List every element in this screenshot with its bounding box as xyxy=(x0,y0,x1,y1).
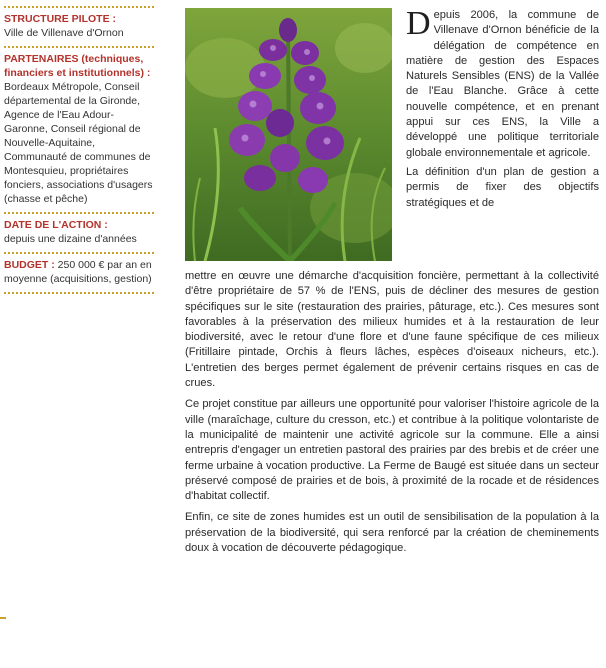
decorative-mark-icon xyxy=(0,617,6,619)
dotted-divider xyxy=(4,292,154,294)
orchid-photo xyxy=(185,8,392,261)
budget-section xyxy=(4,258,154,286)
date-value: depuis une dizaine d'années xyxy=(4,233,137,245)
pilot-value: Ville de Villenave d'Ornon xyxy=(4,27,124,39)
budget-value: 250 000 € par an en moyenne (acquisitions, gestion) xyxy=(4,259,152,285)
awareness-paragraph: Enfin, ce site de zones humides est un outil de sensibilisation de la population à la préservation de la biodiversité, qui sera renforcé par la création de cheminements doux à vocation de découverte pédagogique. xyxy=(185,511,599,555)
project-paragraph: Ce projet constitue par ailleurs une opportunité pour valoriser l'histoire agricole de la ville (maraîchage, culture du cresson, etc.) et contribue à la politique volontariste de la municipalité de maintenir une activité agricole sur la commune. Elle a ainsi entrepris d'engager un entretien pastoral des prairies par des brebis et de créer une ferme urbaine à vocation productive. La Ferme de Baugé est située dans un secteur préservé composé de prairies et de bois, à proximité de la rocade et de résidences d'habitat collectif. xyxy=(185,398,599,503)
plan-paragraph-continued: mettre en œuvre une démarche d'acquisition foncière, permettant à la collectivité d'être propriétaire de 57 % de l'ENS, puis de décliner des mesures de gestion spécifiques sur le site (restauration des prairies, pâturage, etc.). Ces mesures sont favorables à la préservation des milieux humides et à la restauration de leur biodiversité, avec le retour d'une flore et d'une faune spécifique de ces milieux (Fritillaire pintade, Orchis à fleurs lâches, espèces d'oiseaux nicheurs, etc.). L'entretien des berges permet également de prévenir certains risques en cas de crues. xyxy=(185,270,599,390)
info-sidebar xyxy=(4,6,154,298)
dotted-divider xyxy=(4,6,154,8)
plan-paragraph-start: La définition d'un plan de gestion a permis de fixer des objectifs stratégiques et de xyxy=(406,165,599,209)
dotted-divider xyxy=(4,212,154,214)
dotted-divider xyxy=(4,252,154,254)
pilot-label: STRUCTURE PILOTE : xyxy=(4,13,116,25)
date-section xyxy=(4,218,154,246)
article-body xyxy=(185,269,599,556)
dropcap-letter: D xyxy=(406,5,431,42)
orchid-illustration-icon xyxy=(185,8,392,261)
intro-text: epuis 2006, la commune de Villenave d'Ornon bénéficie de la délégation de compétence en matière de gestion des Espaces Naturels Sensibles (ENS) de la Vallée de l'Eau Blanche. Grâce à cette nouvelle compétence, et en prenant appui sur ces ENS, la Ville a développé une politique territoriale globale environnementale et agricole. xyxy=(406,9,599,159)
pilot-section xyxy=(4,12,154,40)
partners-label: PARTENAIRES (techniques, financiers et institutionnels) : xyxy=(4,53,151,79)
intro-paragraph xyxy=(406,5,599,161)
partners-value: Bordeaux Métropole, Conseil départemental de la Gironde, Agence de l'Eau Adour-Garonne, Conseil régional de Nouvelle-Aquitaine, Communauté de communes de Montesquieu, propriétaires fonciers, associations d'usagers (chasse et pêche) xyxy=(4,81,153,205)
date-label: DATE DE L'ACTION : xyxy=(4,219,108,231)
intro-column xyxy=(406,5,599,211)
dotted-divider xyxy=(4,46,154,48)
budget-label: BUDGET : xyxy=(4,259,55,271)
partners-section xyxy=(4,52,154,206)
